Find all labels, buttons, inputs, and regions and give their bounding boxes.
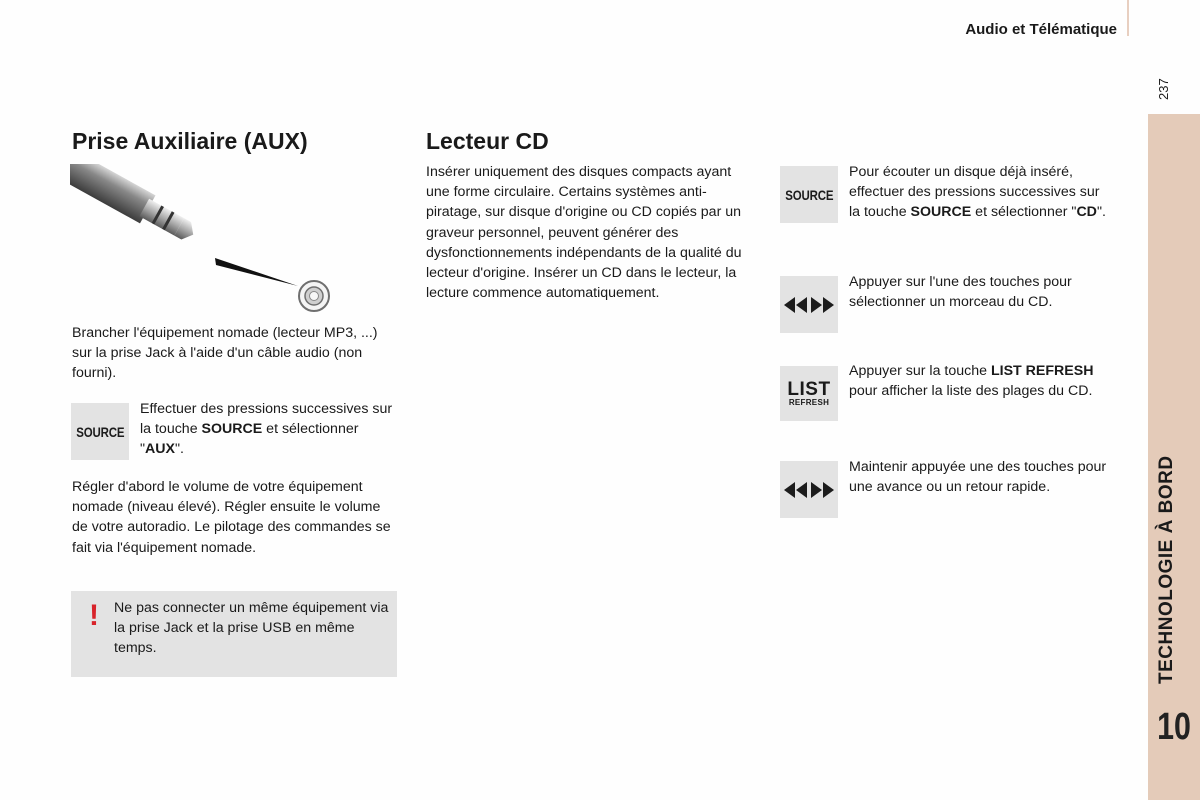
chapter-number: 10 [1157,706,1191,748]
cd-source-instruction: Pour écouter un disque déjà inséré, effectuer des pressions successives sur la touche SOURCE et sélectionner "CD". [849,164,1106,221]
list-refresh-button-icon [780,366,838,421]
cd-paragraph: Insérer uniquement des disques compacts ayant une forme circulaire. Certains systèmes anti-piratage, sur disque d'origine ou CD copiés par un graveur personnel, peuvent générer des dysfonctionnements indépendants de la qualité du lecteur d'origine. Insérer un CD dans le lecteur, la lecture commence automatiquement. [426,164,742,302]
jack-plug-icon [70,164,340,314]
list-icon-label: LIST [787,379,831,400]
header-divider [1127,0,1129,36]
cd-fast-forward-text: Maintenir appuyée une des touches pour une avance ou un retour rapide. [849,459,1107,496]
seek-arrows-icon [783,295,835,315]
chapter-title: TECHNOLOGIE À BORD [1156,455,1177,684]
aux-volume-text: Régler d'abord le volume de votre équipement nomade (niveau élevé). Régler ensuite le volume de votre autoradio. Le pilotage des commandes se fait via l'équipement nomade. [72,479,391,556]
aux-source-instruction: Effectuer des pressions successives sur la touche SOURCE et sélectionner "AUX". [140,401,393,458]
seek-button-icon [780,276,838,333]
source-icon-label: SOURCE [784,186,834,203]
cd-heading: Lecteur CD [426,128,549,154]
source-button-icon [71,403,129,460]
source-icon-label: SOURCE [75,423,125,440]
refresh-icon-label: REFRESH [788,398,830,407]
warning-box [71,591,397,677]
aux-intro: Brancher l'équipement nomade (lecteur MP3, ...) sur la prise Jack à l'aide d'un câble audio (non fourni). [72,325,378,382]
cd-track-select-text: Appuyer sur l'une des touches pour sélectionner un morceau du CD. [849,274,1072,311]
warning-text: Ne pas connecter un même équipement via la prise Jack et la prise USB en même temps. [114,600,389,657]
warning-icon: ! [89,599,99,632]
chapter-side-tab [1148,114,1200,800]
fast-seek-button-icon [780,461,838,518]
cd-list-refresh-text: Appuyer sur la touche LIST REFRESH pour afficher la liste des plages du CD. [849,363,1094,400]
header-title: Audio et Télématique [965,21,1117,38]
jack-plug-illustration [70,164,340,314]
cd-source-button-icon [780,166,838,223]
aux-heading: Prise Auxiliaire (AUX) [72,128,308,154]
page-number: 237 [1156,78,1171,100]
seek-arrows-icon [783,480,835,500]
